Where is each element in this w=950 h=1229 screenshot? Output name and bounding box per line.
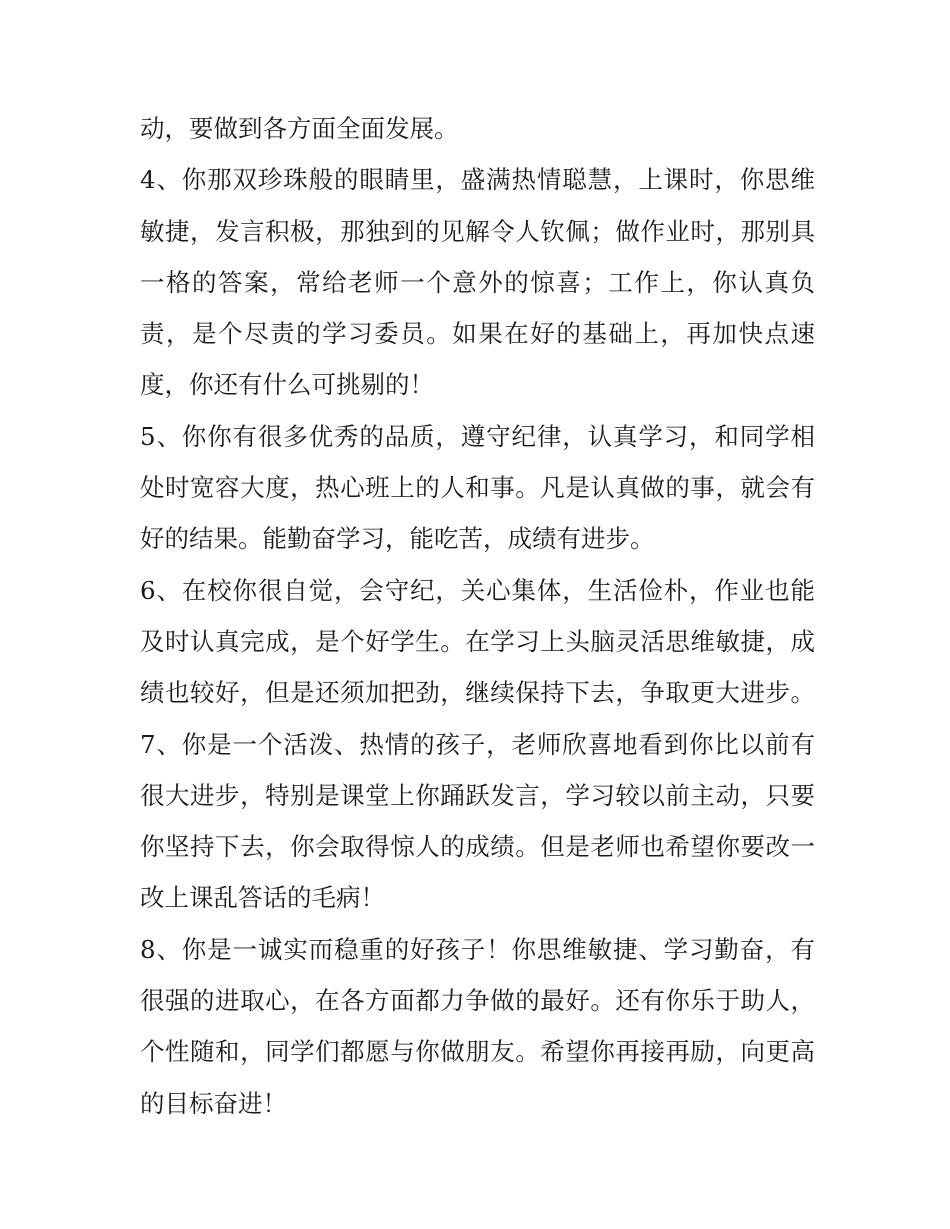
text-line: 一格的答案，常给老师一个意外的惊喜；工作上，你认真负 [140,267,815,297]
text-line: 改上课乱答话的毛病！ [140,883,385,913]
text-line: 6、在校你很自觉，会守纪，关心集体，生活俭朴，作业也能 [140,575,815,605]
body-text [140,103,815,1129]
text-line: 很强的进取心，在各方面都力争做的最好。还有你乐于助人， [140,986,815,1016]
text-line: 你坚持下去，你会取得惊人的成绩。但是老师也希望你要改一 [140,832,815,862]
text-line: 8、你是一诚实而稳重的好孩子！你思维敏捷、学习勤奋，有 [140,934,815,964]
text-line: 个性随和，同学们都愿与你做朋友。希望你再接再励，向更高 [140,1037,815,1067]
text-line: 动，要做到各方面全面发展。 [140,114,459,143]
text-line: 责，是个尽责的学习委员。如果在好的基础上，再加快点速 [140,319,815,349]
text-line: 好的结果。能勤奋学习，能吃苦，成绩有进步。 [140,524,655,554]
text-line: 处时宽容大度，热心班上的人和事。凡是认真做的事，就会有 [140,473,815,503]
text-line: 度，你还有什么可挑剔的！ [140,370,434,400]
text-line: 及时认真完成，是个好学生。在学习上头脑灵活思维敏捷，成 [140,626,815,656]
text-line: 4、你那双珍珠般的眼睛里，盛满热情聪慧，上课时，你思维 [140,165,815,195]
text-line: 很大进步，特别是课堂上你踊跃发言，学习较以前主动，只要 [140,780,815,810]
text-line: 7、你是一个活泼、热情的孩子，老师欣喜地看到你比以前有 [140,729,815,759]
text-line: 的目标奋进！ [140,1088,287,1118]
text-line: 5、你你有很多优秀的品质，遵守纪律，认真学习，和同学相 [140,421,815,451]
text-line: 绩也较好，但是还须加把劲，继续保持下去，争取更大进步。 [140,678,815,708]
text-line: 敏捷，发言积极，那独到的见解令人钦佩；做作业时，那别具 [140,216,815,246]
